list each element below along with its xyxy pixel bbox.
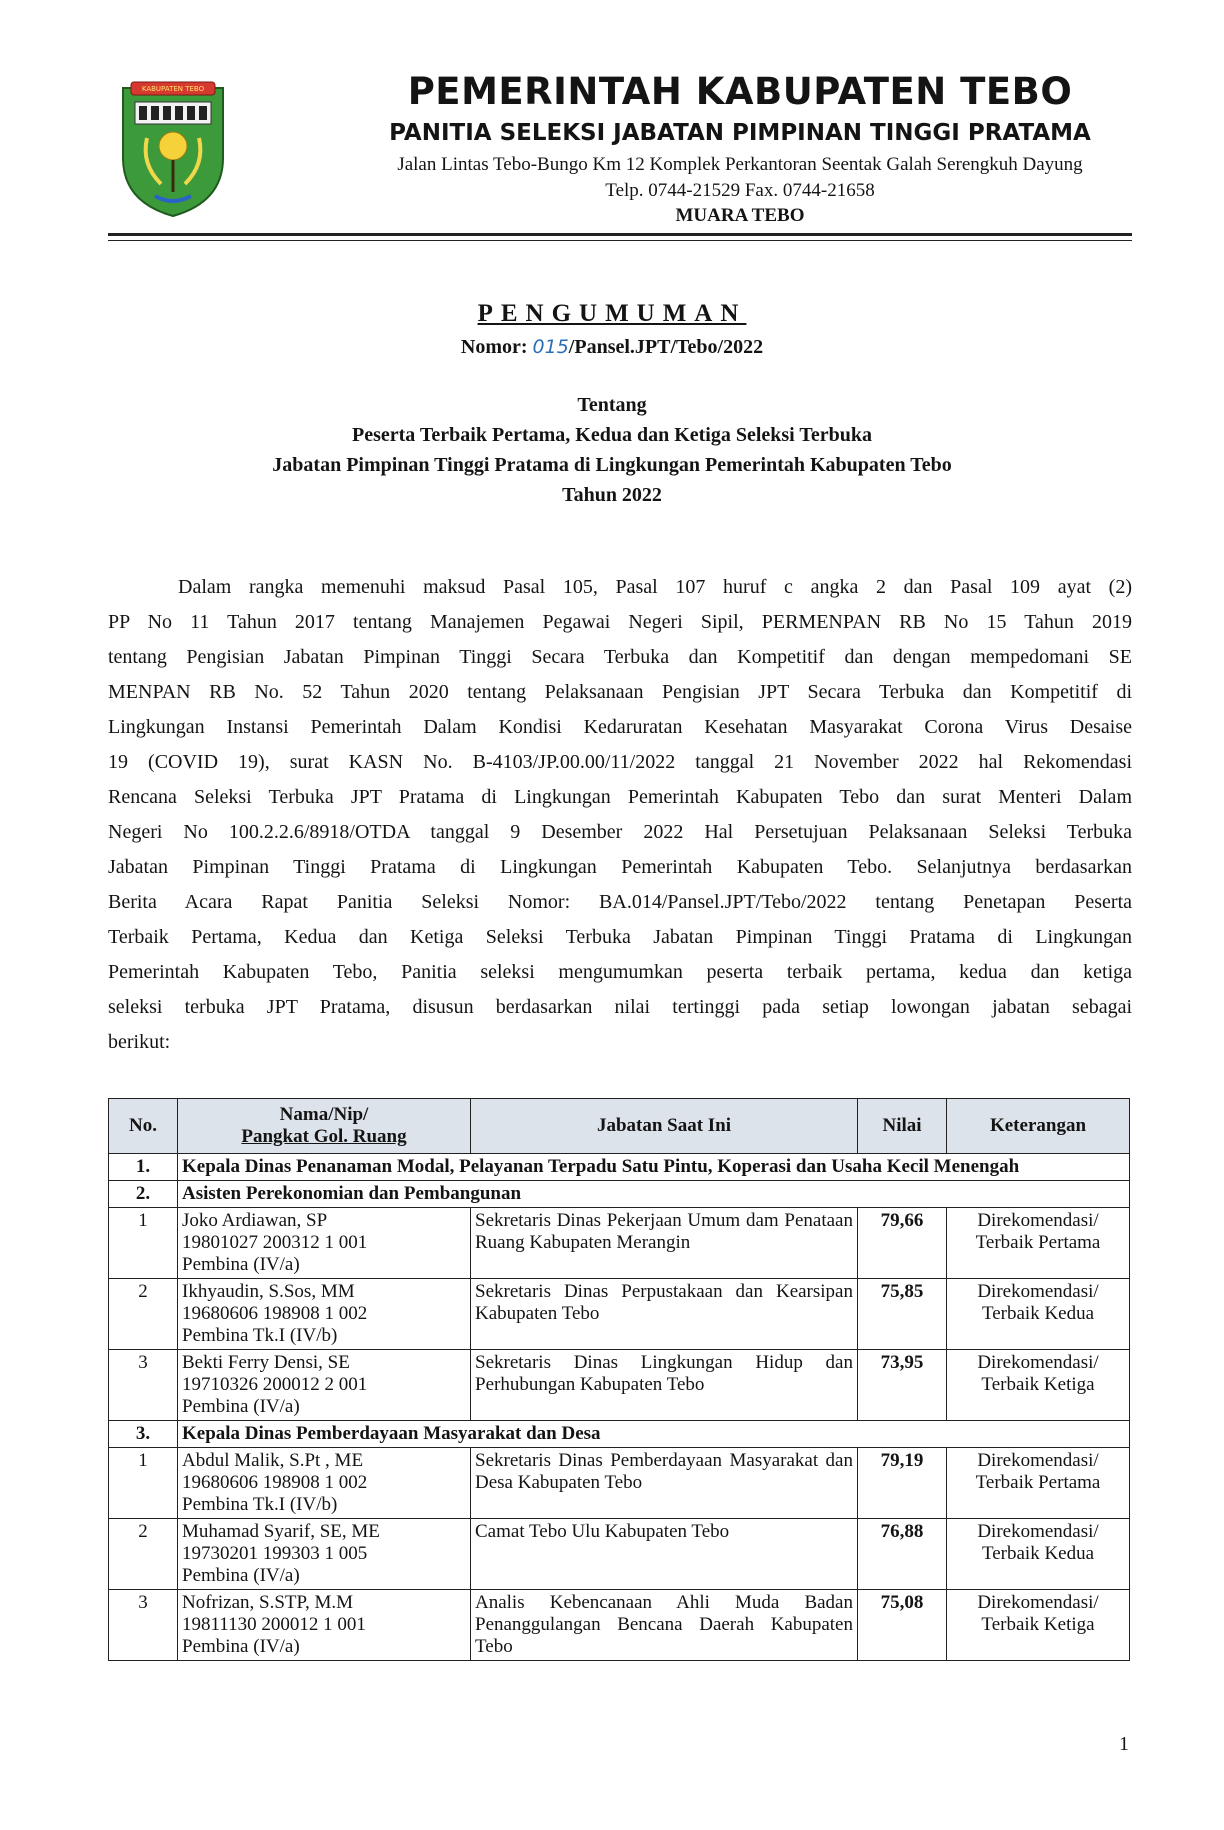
section-title: Kepala Dinas Penanaman Modal, Pelayanan Terpadu Satu Pintu, Koperasi dan Usaha Kecil Menengah xyxy=(178,1154,1130,1181)
participant-nip: 19801027 200312 1 001 xyxy=(182,1232,368,1253)
city: MUARA TEBO xyxy=(675,205,805,226)
cell-nama xyxy=(178,1279,471,1350)
participant-rank: Pembina (IV/a) xyxy=(182,1565,300,1586)
announcement-number: Nomor: 015/Pansel.JPT/Tebo/2022 xyxy=(460,336,764,358)
logo-banner-text: KABUPATEN TEBO xyxy=(141,85,205,93)
header-keterangan: Keterangan xyxy=(947,1099,1130,1154)
cell-nama xyxy=(178,1350,471,1421)
body-line: Berita Acara Rapat Panitia Seleksi Nomor: BA.014/Pansel.JPT/Tebo/2022 tentang Penetapan Peserta xyxy=(108,891,1132,913)
participant-nip: 19680606 198908 1 002 xyxy=(182,1472,368,1493)
body-line: Terbaik Pertama, Kedua dan Ketiga Seleksi Terbuka Jabatan Pimpinan Tinggi Pratama di Lingkungan xyxy=(108,926,1132,948)
body-line: tentang Pengisian Jabatan Pimpinan Tinggi Secara Terbuka dan Kompetitif dan dengan mempedomani SE xyxy=(108,646,1132,668)
body-line: Lingkungan Instansi Pemerintah Dalam Kondisi Kedaruratan Kesehatan Masyarakat Corona Virus Desaise xyxy=(108,716,1132,738)
participant-name: Abdul Malik, S.Pt , ME xyxy=(182,1450,364,1471)
participant-name: Ikhyaudin, S.Sos, MM xyxy=(182,1281,355,1302)
table-row xyxy=(109,1590,1130,1661)
section-row xyxy=(109,1421,1130,1448)
section-number: 2. xyxy=(109,1181,178,1208)
table-row xyxy=(109,1519,1130,1590)
body-line: MENPAN RB No. 52 Tahun 2020 tentang Pelaksanaan Pengisian JPT Secara Terbuka dan Kompetitif di xyxy=(108,681,1132,703)
cell-no: 3 xyxy=(109,1590,178,1661)
cell-no: 2 xyxy=(109,1519,178,1590)
body-paragraph xyxy=(108,570,1132,1060)
cell-keterangan: Direkomendasi/ Terbaik Kedua xyxy=(947,1519,1130,1590)
cell-nilai: 73,95 xyxy=(858,1350,947,1421)
kabupaten-tebo-logo xyxy=(117,80,229,220)
section-number: 3. xyxy=(109,1421,178,1448)
participant-rank: Pembina (IV/a) xyxy=(182,1254,300,1275)
header-jabatan: Jabatan Saat Ini xyxy=(471,1099,858,1154)
cell-jabatan: Sekretaris Dinas Pekerjaan Umum dam Penataan Ruang Kabupaten Merangin xyxy=(471,1208,858,1279)
body-line: PP No 11 Tahun 2017 tentang Manajemen Pegawai Negeri Sipil, PERMENPAN RB No 15 Tahun 2019 xyxy=(108,611,1132,633)
participant-name: Joko Ardiawan, SP xyxy=(182,1210,328,1231)
participant-rank: Pembina Tk.I (IV/b) xyxy=(182,1325,338,1346)
phone-fax: Telp. 0744-21529 Fax. 0744-21658 xyxy=(605,180,875,201)
section-title: Kepala Dinas Pemberdayaan Masyarakat dan Desa xyxy=(178,1421,1130,1448)
cell-no: 1 xyxy=(109,1448,178,1519)
participant-name: Nofrizan, S.STP, M.M xyxy=(182,1592,354,1613)
participants-table xyxy=(108,1098,1130,1661)
handwritten-number: 015 xyxy=(532,336,569,358)
page-number: 1 xyxy=(1119,1733,1129,1755)
cell-nilai: 79,66 xyxy=(858,1208,947,1279)
cell-jabatan: Sekretaris Dinas Lingkungan Hidup dan Perhubungan Kabupaten Tebo xyxy=(471,1350,858,1421)
committee-name: PANITIA SELEKSI JABATAN PIMPINAN TINGGI PRATAMA xyxy=(389,120,1091,146)
cell-nama xyxy=(178,1519,471,1590)
cell-jabatan: Analis Kebencanaan Ahli Muda Badan Penanggulangan Bencana Daerah Kabupaten Tebo xyxy=(471,1590,858,1661)
participant-name: Muhamad Syarif, SE, ME xyxy=(182,1521,380,1542)
cell-jabatan: Camat Tebo Ulu Kabupaten Tebo xyxy=(471,1519,858,1590)
table-row xyxy=(109,1279,1130,1350)
body-line: Dalam rangka memenuhi maksud Pasal 105, Pasal 107 huruf c angka 2 dan Pasal 109 ayat (2) xyxy=(178,576,1132,598)
cell-no: 1 xyxy=(109,1208,178,1279)
letterhead-rule-thin xyxy=(108,240,1132,241)
participant-nip: 19730201 199303 1 005 xyxy=(182,1543,368,1564)
cell-nilai: 75,85 xyxy=(858,1279,947,1350)
cell-nilai: 79,19 xyxy=(858,1448,947,1519)
body-line: 19 (COVID 19), surat KASN No. B-4103/JP.00.00/11/2022 tanggal 21 November 2022 hal Rekomendasi xyxy=(108,751,1132,773)
body-line: seleksi terbuka JPT Pratama, disusun berdasarkan nilai tertinggi pada setiap lowongan jabatan sebagai xyxy=(108,996,1132,1018)
table-header-row xyxy=(109,1099,1130,1154)
cell-no: 3 xyxy=(109,1350,178,1421)
body-line: Rencana Seleksi Terbuka JPT Pratama di Lingkungan Pemerintah Kabupaten Tebo dan surat Menteri Dalam xyxy=(108,786,1132,808)
cell-keterangan: Direkomendasi/ Terbaik Pertama xyxy=(947,1208,1130,1279)
body-line: Jabatan Pimpinan Tinggi Pratama di Lingkungan Pemerintah Kabupaten Tebo. Selanjutnya berdasarkan xyxy=(108,856,1132,878)
cell-nama xyxy=(178,1448,471,1519)
participant-rank: Pembina Tk.I (IV/b) xyxy=(182,1494,338,1515)
header-nilai: Nilai xyxy=(858,1099,947,1154)
section-row xyxy=(109,1181,1130,1208)
subject-line-1: Peserta Terbaik Pertama, Kedua dan Ketiga Seleksi Terbuka xyxy=(351,424,873,446)
government-name: PEMERINTAH KABUPATEN TEBO xyxy=(407,70,1073,113)
section-number: 1. xyxy=(109,1154,178,1181)
participant-nip: 19811130 200012 1 001 xyxy=(182,1614,366,1635)
participant-rank: Pembina (IV/a) xyxy=(182,1396,300,1417)
section-row xyxy=(109,1154,1130,1181)
participant-nip: 19680606 198908 1 002 xyxy=(182,1303,368,1324)
cell-jabatan: Sekretaris Dinas Pemberdayaan Masyarakat dan Desa Kabupaten Tebo xyxy=(471,1448,858,1519)
subject-line-3: Tahun 2022 xyxy=(562,484,662,506)
letterhead-rule-thick xyxy=(108,233,1132,236)
cell-keterangan: Direkomendasi/ Terbaik Ketiga xyxy=(947,1350,1130,1421)
body-line: Pemerintah Kabupaten Tebo, Panitia seleksi mengumumkan peserta terbaik pertama, kedua dan ketiga xyxy=(108,961,1132,983)
participant-name: Bekti Ferry Densi, SE xyxy=(182,1352,350,1373)
cell-nilai: 75,08 xyxy=(858,1590,947,1661)
address: Jalan Lintas Tebo-Bungo Km 12 Komplek Perkantoran Seentak Galah Serengkuh Dayung xyxy=(397,154,1083,175)
body-line: Negeri No 100.2.2.6/8918/OTDA tanggal 9 Desember 2022 Hal Persetujuan Pelaksanaan Seleksi Terbuka xyxy=(108,821,1132,843)
cell-keterangan: Direkomendasi/ Terbaik Kedua xyxy=(947,1279,1130,1350)
cell-keterangan: Direkomendasi/ Terbaik Pertama xyxy=(947,1448,1130,1519)
announcement-title: PENGUMUMAN xyxy=(477,300,747,327)
participant-rank: Pembina (IV/a) xyxy=(182,1636,300,1657)
tentang-label: Tentang xyxy=(577,394,647,416)
participant-nip: 19710326 200012 2 001 xyxy=(182,1374,368,1395)
cell-nama xyxy=(178,1590,471,1661)
subject-line-2: Jabatan Pimpinan Tinggi Pratama di Lingkungan Pemerintah Kabupaten Tebo xyxy=(272,454,952,476)
header-no: No. xyxy=(109,1099,178,1154)
table-row xyxy=(109,1208,1130,1279)
body-line: berikut: xyxy=(108,1031,171,1053)
table-row xyxy=(109,1448,1130,1519)
table-row xyxy=(109,1350,1130,1421)
cell-nilai: 76,88 xyxy=(858,1519,947,1590)
cell-jabatan: Sekretaris Dinas Perpustakaan dan Kearsipan Kabupaten Tebo xyxy=(471,1279,858,1350)
cell-keterangan: Direkomendasi/ Terbaik Ketiga xyxy=(947,1590,1130,1661)
section-title: Asisten Perekonomian dan Pembangunan xyxy=(178,1181,1130,1208)
header-nama: Nama/Nip/ Pangkat Gol. Ruang xyxy=(178,1099,471,1154)
cell-no: 2 xyxy=(109,1279,178,1350)
cell-nama xyxy=(178,1208,471,1279)
